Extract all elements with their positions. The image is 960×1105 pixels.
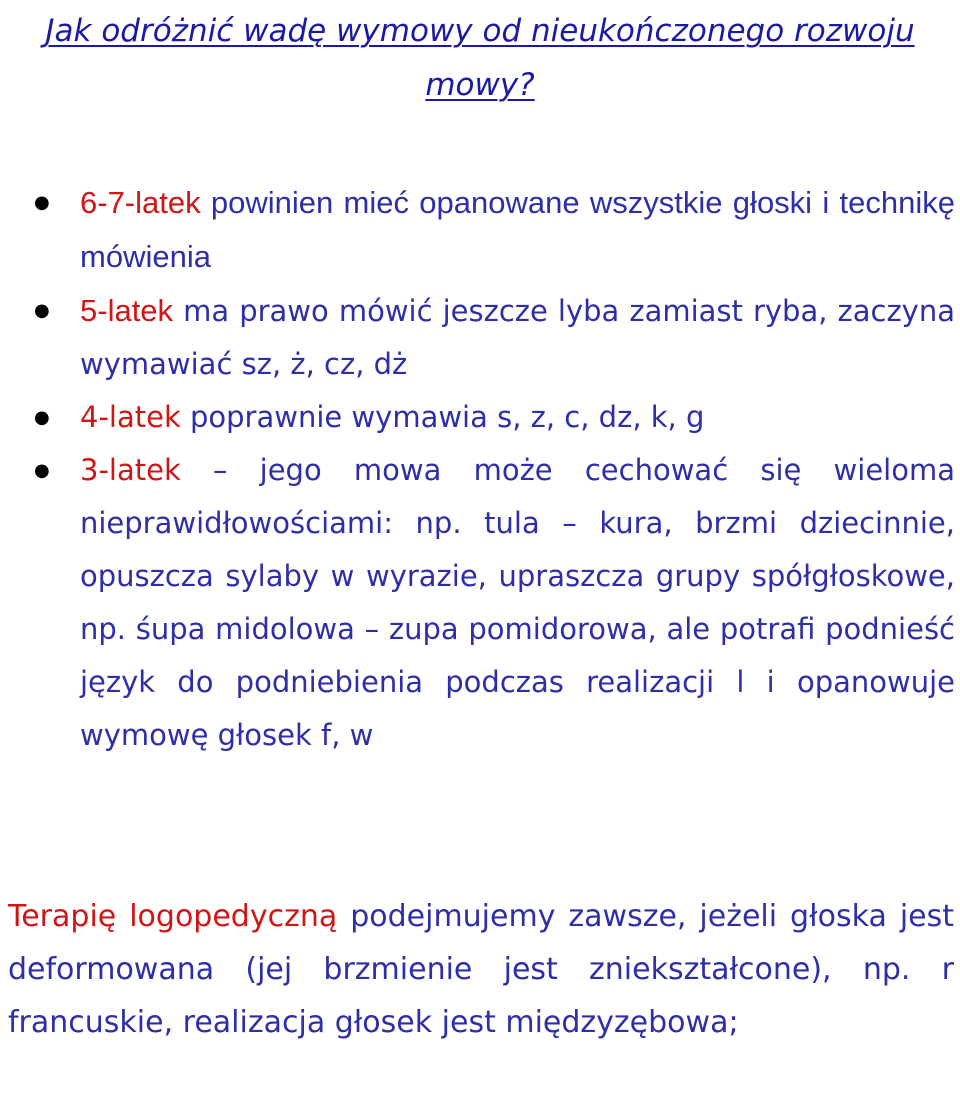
development-list [34, 176, 955, 762]
bullet-icon: ● [34, 192, 50, 213]
item-text: ma prawo mówić jeszcze lyba zamiast ryba, zaczyna wymawiać sz, ż, cz, dż [80, 294, 955, 381]
list-item [34, 176, 955, 284]
bullet-icon: ● [34, 407, 50, 428]
age-label: 3-latek [80, 453, 181, 487]
list-item [34, 391, 955, 444]
therapy-paragraph [8, 890, 954, 1049]
page-title: Jak odróżnić wadę wymowy od nieukończonego rozwoju mowy? [45, 13, 915, 103]
bullet-icon: ● [34, 300, 50, 321]
item-text: – jego mowa może cechować się wieloma nieprawidłowościami: np. tula – kura, brzmi dziecinnie, opuszcza sylaby w wyrazie, upraszcza grupy spółgłoskowe, np. śupa midolowa – zupa pomidorowa, ale potrafi podnieść język do podniebienia podczas realizacji l i opanowuje wymowę głosek f, w [80, 453, 955, 752]
therapy-text: podejmujemy zawsze, jeżeli głoska jest deformowana (jej brzmienie jest zniekształcone), np. r francuskie, realizacja głosek jest międzyzębowa; [8, 899, 954, 1040]
age-label: 4-latek [80, 400, 181, 434]
age-label: 5-latek [80, 293, 174, 328]
item-text: poprawnie wymawia s, z, c, dz, k, g [180, 400, 705, 434]
bullet-icon: ● [34, 460, 50, 481]
therapy-highlight: Terapię logopedyczną [8, 899, 338, 934]
age-label: 6-7-latek [80, 185, 201, 220]
list-item [34, 444, 955, 762]
list-item [34, 284, 955, 391]
item-text: powinien mieć opanowane wszystkie głoski i technikę mówienia [80, 185, 955, 274]
